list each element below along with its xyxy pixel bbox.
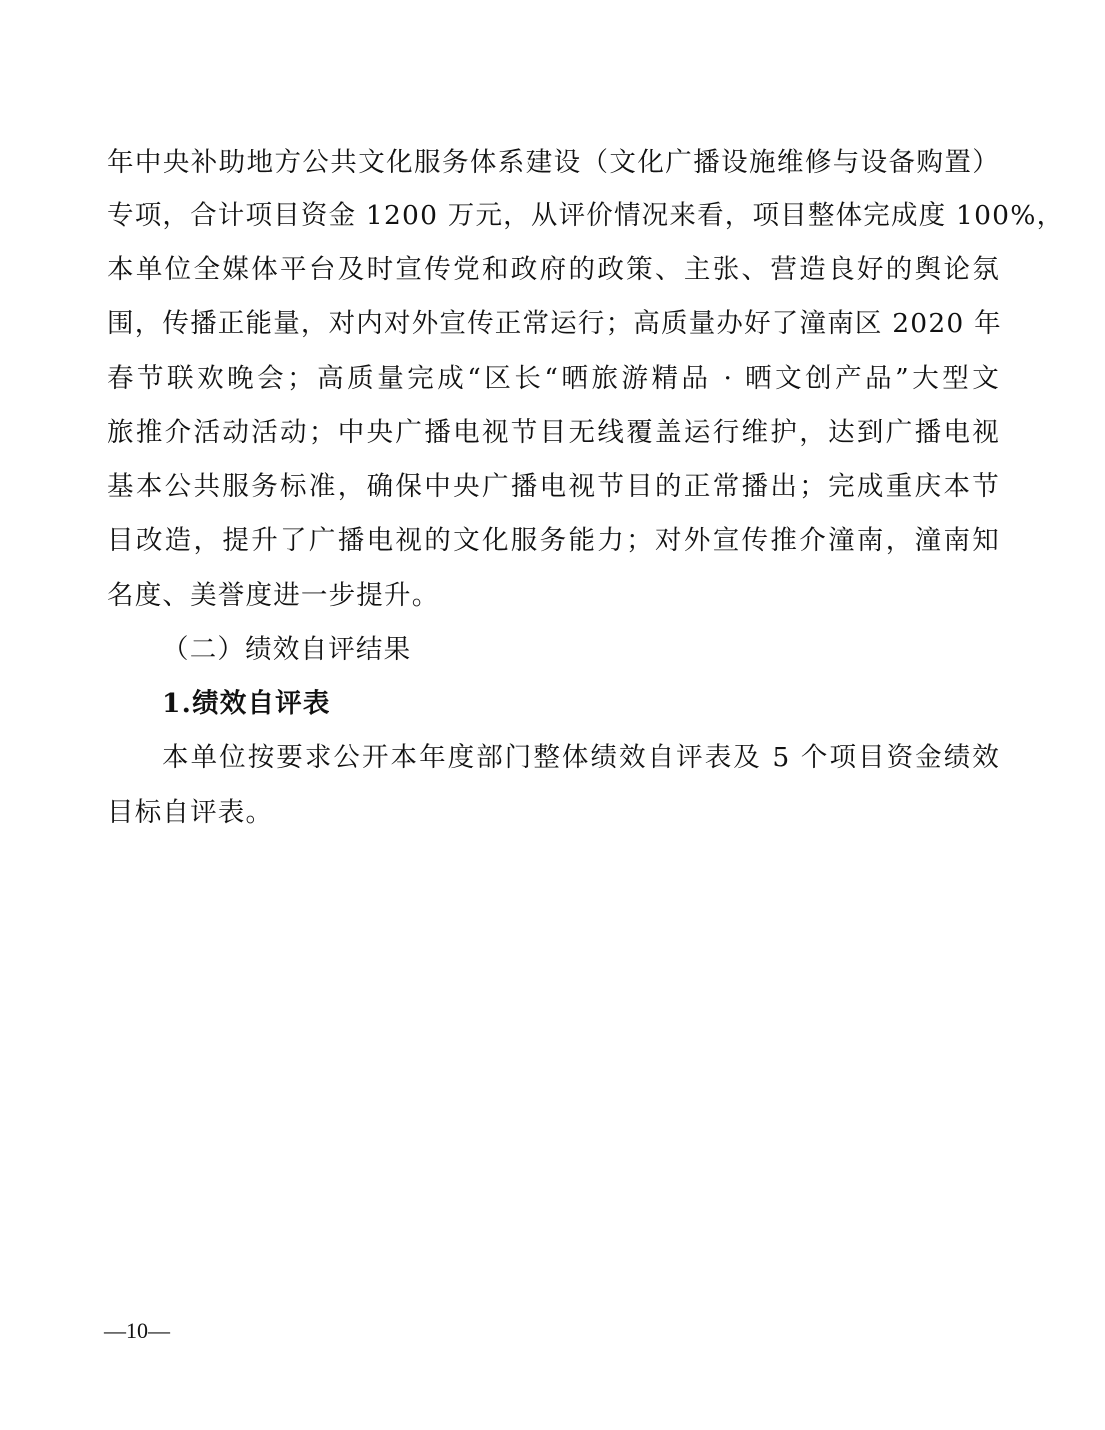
body-text-line: 本单位全媒体平台及时宣传党和政府的政策、主张、营造良好的舆论氛 — [107, 254, 1000, 285]
section-heading: （二）绩效自评结果 — [162, 634, 412, 665]
subsection-heading: 1.绩效自评表 — [162, 688, 331, 719]
body-text-line: 专项，合计项目资金 1200 万元，从评价情况来看，项目整体完成度 100%， — [107, 200, 1065, 231]
body-text-line: 目改造，提升了广播电视的文化服务能力；对外宣传推介潼南，潼南知 — [107, 525, 1000, 556]
page-number: —10— — [104, 1318, 170, 1343]
body-text-line: 年中央补助地方公共文化服务体系建设（文化广播设施维修与设备购置） — [107, 147, 1000, 178]
body-text-line: 围，传播正能量，对内对外宣传正常运行；高质量办好了潼南区 2020 年 — [107, 308, 1002, 339]
body-text-line: 名度、美誉度进一步提升。 — [107, 580, 440, 611]
body-text-line: 春节联欢晚会；高质量完成“区长“晒旅游精品 · 晒文创产品”大型文 — [107, 363, 1000, 394]
body-text-line: 基本公共服务标准，确保中央广播电视节目的正常播出；完成重庆本节 — [107, 471, 1000, 502]
body-text-line: 目标自评表。 — [107, 797, 274, 828]
body-text-line: 旅推介活动活动；中央广播电视节目无线覆盖运行维护，达到广播电视 — [107, 417, 1000, 448]
body-text-line: 本单位按要求公开本年度部门整体绩效自评表及 5 个项目资金绩效 — [162, 742, 1000, 773]
